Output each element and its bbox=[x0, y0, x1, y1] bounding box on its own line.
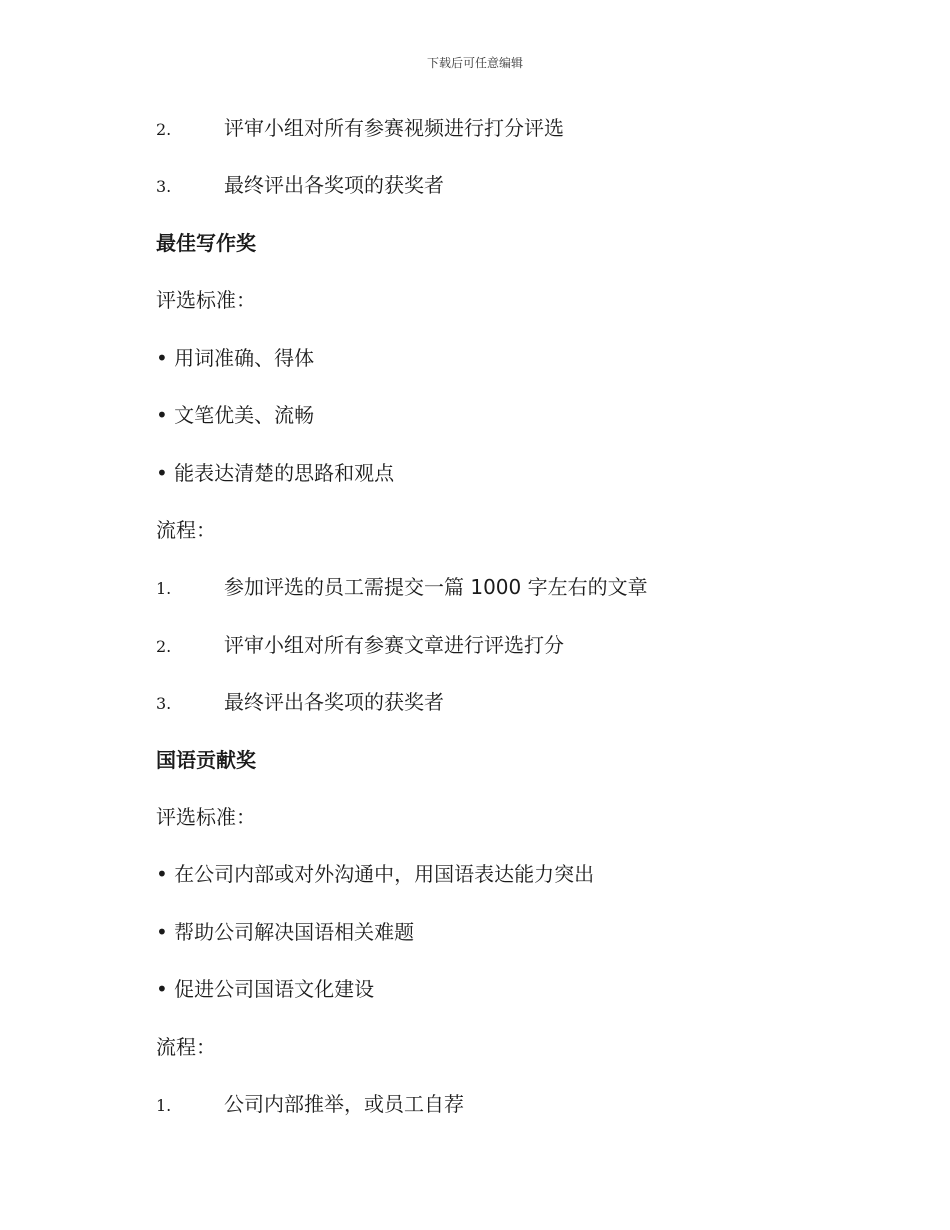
item-number: 2. bbox=[156, 120, 172, 139]
item-text: 最终评出各奖项的获奖者 bbox=[224, 173, 444, 197]
bullet-item: • 帮助公司解决国语相关难题 bbox=[156, 920, 415, 944]
bullet-item: • 促进公司国语文化建设 bbox=[156, 977, 375, 1001]
bullet-item: • 文笔优美、流畅 bbox=[156, 403, 315, 427]
item-number: 3. bbox=[156, 694, 172, 713]
item-number: 1. bbox=[156, 579, 172, 598]
criteria-label: 评选标准： bbox=[156, 288, 256, 312]
item-number: 3. bbox=[156, 177, 172, 196]
section-heading: 最佳写作奖 bbox=[156, 231, 256, 255]
header-note: 下载后可任意编辑 bbox=[426, 56, 523, 70]
item-text: 评审小组对所有参赛视频进行打分评选 bbox=[224, 116, 564, 140]
item-text: 最终评出各奖项的获奖者 bbox=[224, 690, 444, 714]
numbered-item bbox=[156, 631, 564, 661]
section-heading: 国语贡献奖 bbox=[156, 748, 256, 772]
item-number: 2. bbox=[156, 637, 172, 656]
item-text: 公司内部推举，或员工自荐 bbox=[224, 1092, 464, 1116]
bullet-item: • 用词准确、得体 bbox=[156, 346, 315, 370]
numbered-item bbox=[156, 688, 444, 718]
numbered-item bbox=[156, 1090, 464, 1120]
criteria-label: 评选标准： bbox=[156, 805, 256, 829]
numbered-item bbox=[156, 114, 564, 144]
item-number: 1. bbox=[156, 1096, 172, 1115]
numbered-item bbox=[156, 573, 648, 603]
item-text: 参加评选的员工需提交一篇 1000 字左右的文章 bbox=[224, 575, 648, 599]
bullet-item: • 在公司内部或对外沟通中，用国语表达能力突出 bbox=[156, 862, 595, 886]
numbered-item bbox=[156, 171, 444, 201]
process-label: 流程： bbox=[156, 1035, 216, 1059]
item-text: 评审小组对所有参赛文章进行评选打分 bbox=[224, 633, 564, 657]
process-label: 流程： bbox=[156, 518, 216, 542]
bullet-item: • 能表达清楚的思路和观点 bbox=[156, 461, 395, 485]
